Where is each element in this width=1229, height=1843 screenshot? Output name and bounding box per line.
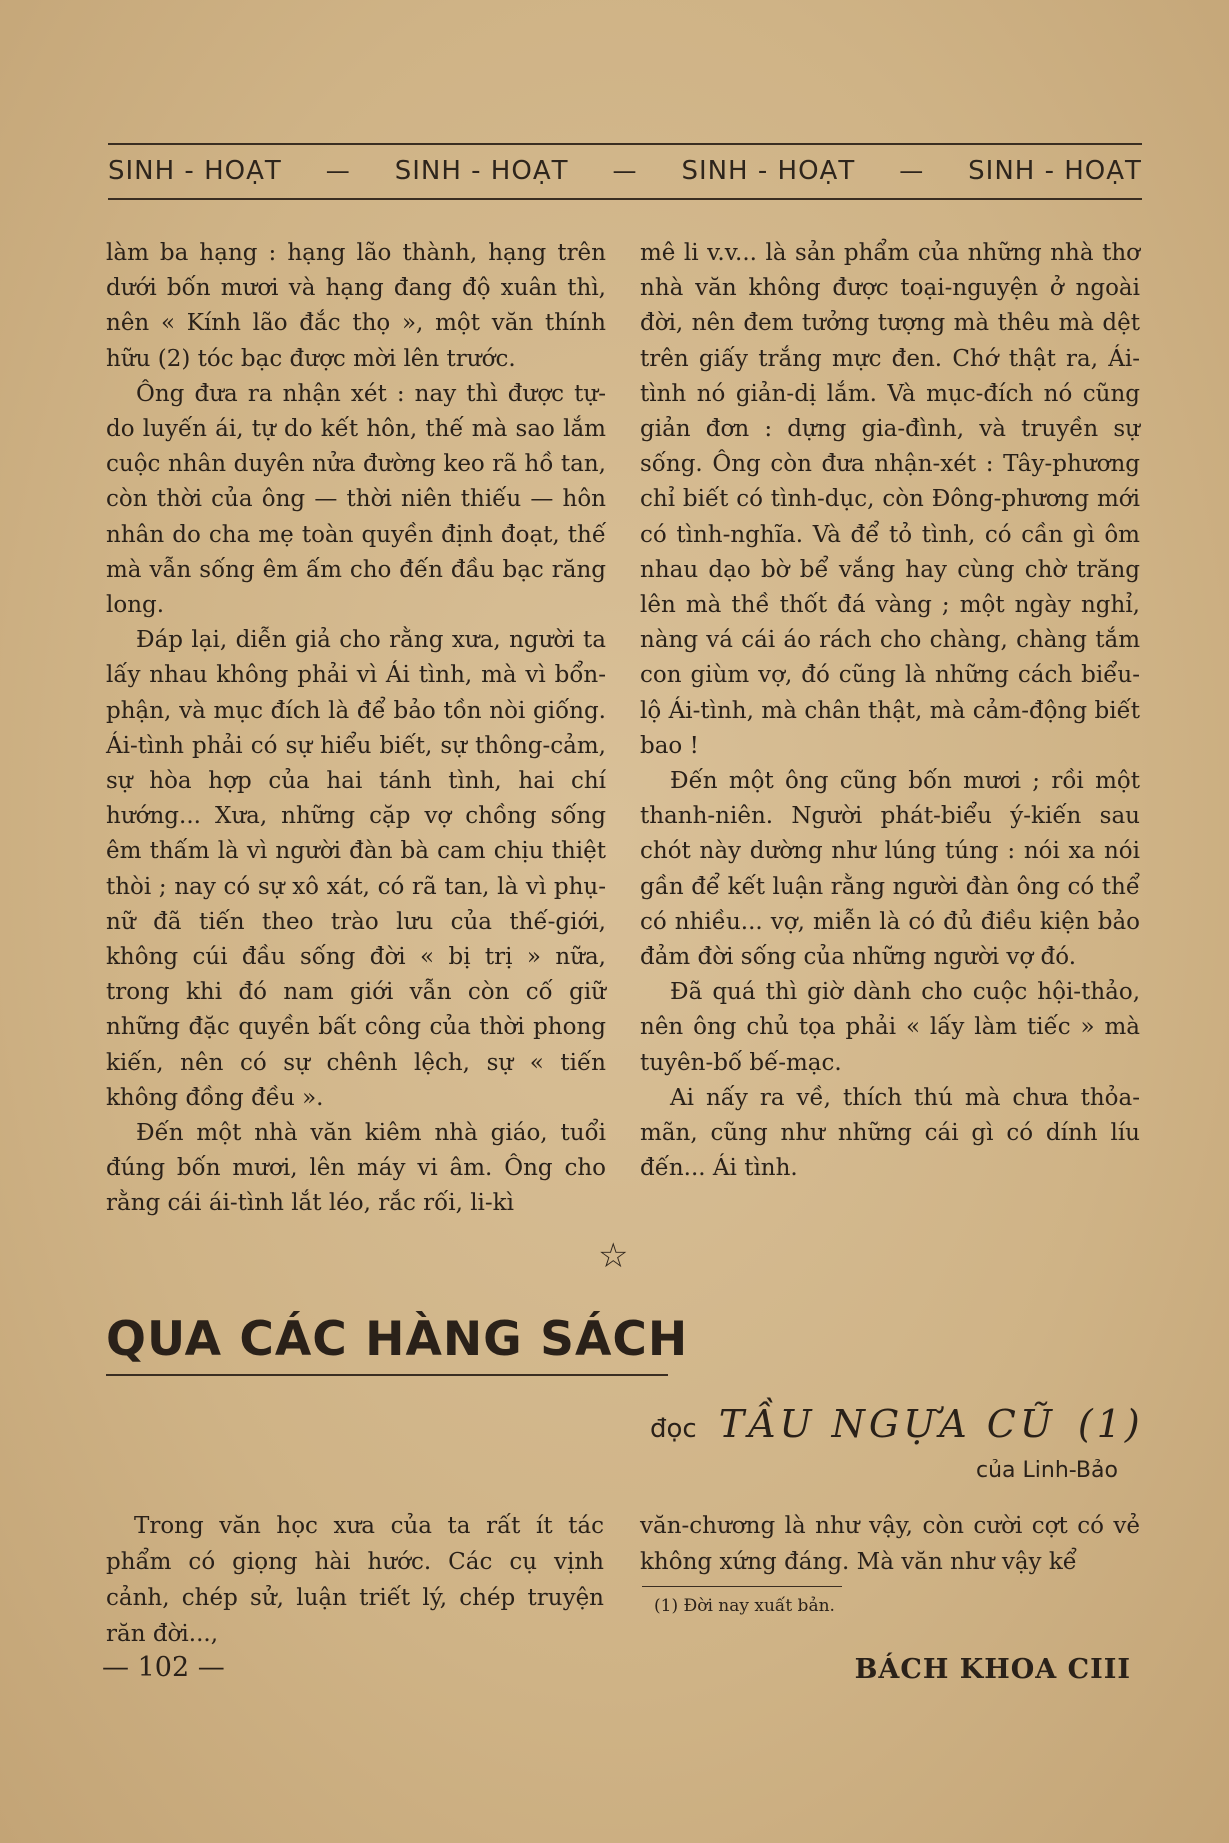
star-ornament-icon: ☆ [598, 1236, 629, 1276]
article-column-right [640, 236, 1140, 1186]
review-prefix: đọc [650, 1414, 697, 1444]
paragraph: mê li v.v... là sản phẩm của những nhà thơ nhà văn không được toại-nguyện ở ngoài đời, nên đem tưởng tượng mà thêu mà dệt trên giấy trắng mực đen. Chớ thật ra, Ái-tình nó giản-dị lắm. Và mục-đích nó cũng giản đơn : dựng gia-đình, và truyền sự sống. Ông còn đưa nhận-xét : Tây-phương chỉ biết có tình-dục, còn Đông-phương mới có tình-nghĩa. Và để tỏ tình, có cần gì ôm nhau dạo bờ bể vắng hay cùng chờ trăng lên mà thề thốt đá vàng ; một ngày nghỉ, nàng vá cái áo rách cho chàng, chàng tắm con giùm vợ, đó cũng là những cách biểu-lộ Ái-tình, mà chân thật, mà cảm-động biết bao ! [640, 240, 1140, 759]
publication-name: BÁCH KHOA CIII [854, 1654, 1131, 1685]
section-title: QUA CÁC HÀNG SÁCH [106, 1312, 689, 1367]
book-author: của Linh-Bảo [976, 1458, 1118, 1483]
review-heading [650, 1402, 1144, 1446]
review-column-right [640, 1508, 1140, 1580]
page-number: — 102 — [102, 1652, 225, 1683]
review-column-left [106, 1508, 604, 1652]
paragraph: Đến một nhà văn kiêm nhà giáo, tuổi đúng bốn mươi, lên máy vi âm. Ông cho rằng cái ái-tình lắt léo, rắc rối, li-kì [106, 1120, 606, 1217]
footnote: (1) Đời nay xuất bản. [654, 1596, 835, 1616]
header-item-3: SINH - HOẠT [681, 156, 856, 186]
paragraph: Ai nấy ra về, thích thú mà chưa thỏa-mãn, cũng như những cái gì có dính líu đến... Ái tình. [640, 1084, 1140, 1182]
section-rule [106, 1374, 668, 1376]
header-bottom-rule [108, 198, 1142, 200]
paragraph: Đáp lại, diễn giả cho rằng xưa, người ta lấy nhau không phải vì Ái tình, mà vì bổn-phận, và mục đích là để bảo tồn nòi giống. Ái-tình phải có sự hiểu biết, sự thông-cảm, sự hòa hợp của hai tánh tình, hai chí hướng... Xưa, những cặp vợ chồng sống êm thấm là vì người đàn bà cam chịu thiệt thòi ; nay có sự xô xát, có rã tan, là vì phụ-nữ đã tiến theo trào lưu của thế-giới, không cúi đầu sống đời « bị trị » nữa, trong khi đó nam giới vẫn còn cố giữ những đặc quyền bất công của thời phong kiến, nên có sự chênh lệch, sự « tiến không đồng đều ». [106, 627, 606, 1111]
header-item-1: SINH - HOẠT [108, 156, 282, 186]
header-separator-1: — [325, 157, 351, 185]
header-item-4: SINH - HOẠT [968, 156, 1142, 186]
article-column-left [106, 236, 606, 1222]
paragraph: Đã quá thì giờ dành cho cuộc hội-thảo, nên ông chủ tọa phải « lấy làm tiếc » mà tuyên-bố bế-mạc. [640, 979, 1140, 1076]
header-item-2: SINH - HOẠT [394, 156, 569, 186]
paragraph: Trong văn học xưa của ta rất ít tác phẩm có giọng hài hước. Các cụ vịnh cảnh, chép sử, luận triết lý, chép truyện răn đời..., [106, 1513, 604, 1647]
paragraph: làm ba hạng : hạng lão thành, hạng trên dưới bốn mươi và hạng đang độ xuân thì, nên « Kính lão đắc thọ », một văn thính hữu (2) tóc bạc được mời lên trước. [106, 240, 606, 372]
running-header [108, 156, 1142, 186]
footnote-rule [642, 1586, 842, 1587]
paragraph: Ông đưa ra nhận xét : nay thì được tự-do luyến ái, tự do kết hôn, thế mà sao lắm cuộc nhân duyên nửa đường keo rã hồ tan, còn thời của ông — thời niên thiếu — hôn nhân do cha mẹ toàn quyền định đoạt, thế mà vẫn sống êm ấm cho đến đầu bạc răng long. [106, 380, 606, 619]
paragraph: Đến một ông cũng bốn mươi ; rồi một thanh-niên. Người phát-biểu ý-kiến sau chót này dường như lúng túng : nói xa nói gần để kết luận rằng người đàn ông có thể có nhiều... vợ, miễn là có đủ điều kiện bảo đảm đời sống của những người vợ đó. [640, 768, 1140, 971]
header-separator-3: — [899, 157, 925, 185]
book-title: TẦU NGỰA CŨ [718, 1402, 1056, 1446]
header-top-rule [108, 143, 1142, 145]
header-separator-2: — [612, 157, 638, 185]
paragraph: văn-chương là như vậy, còn cười cợt có vẻ không xứng đáng. Mà văn như vậy kể [640, 1513, 1140, 1575]
footnote-marker: (1) [1077, 1402, 1144, 1446]
